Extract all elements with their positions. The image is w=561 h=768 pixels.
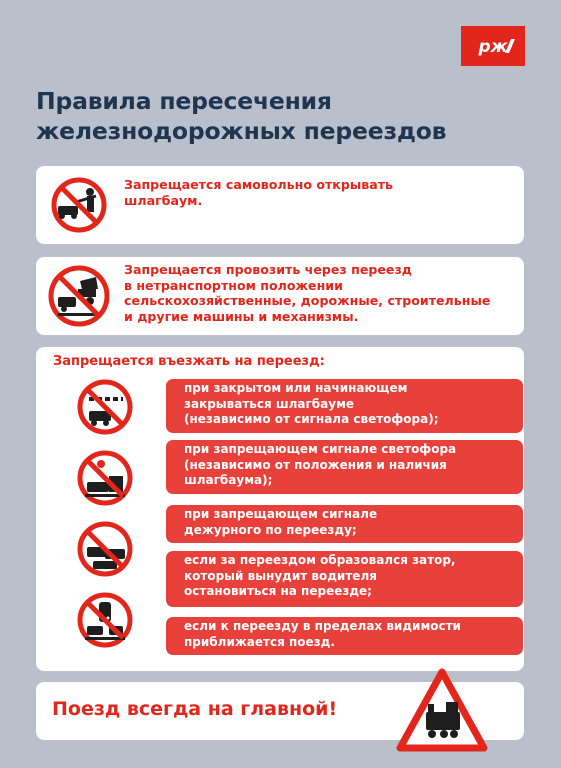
no-entry-attendant-icon: [75, 519, 135, 583]
no-entry-item-attendant: [166, 505, 523, 543]
item-line: при запрещающем сигнале светофора: [184, 442, 457, 456]
item-line: если за переездом образовался затор,: [184, 553, 456, 567]
item-line: при закрытом или начинающем: [184, 381, 408, 395]
no-entry-item-traffic-jam: [166, 551, 523, 607]
rule-card-machinery: [36, 257, 524, 335]
slogan-text: Поезд всегда на главной!: [52, 698, 338, 720]
rule-2-line: в нетранспортном положении: [124, 277, 343, 293]
title-line-1: Правила пересечения: [36, 87, 332, 115]
item-line: приближается поезд.: [184, 634, 335, 649]
no-machinery-icon: [46, 263, 112, 333]
no-opening-barrier-icon: [50, 176, 108, 238]
no-entry-closed-barrier-icon: [75, 377, 135, 441]
rule-2-line: Запрещается провозить через переезд: [124, 262, 412, 277]
rule-2-text: [124, 262, 490, 324]
item-line: при запрещающем сигнале: [184, 507, 378, 521]
no-entry-train-approaching-icon: [75, 590, 135, 654]
rule-card-no-entry: [36, 347, 524, 671]
rule-2-line: и другие машины и механизмы.: [124, 308, 359, 324]
item-line: закрываться шлагбауме: [184, 396, 355, 411]
item-line: который вынудит водителя: [184, 568, 377, 583]
rule-1-line: шлагбаум.: [124, 192, 203, 208]
logo-lettering: рж: [478, 37, 508, 57]
no-entry-item-closed-barrier: [166, 379, 523, 433]
no-entry-red-signal-icon: [75, 448, 135, 512]
page-title: [36, 86, 536, 146]
rzd-logo: [461, 26, 525, 66]
no-entry-item-train-approaching: [166, 617, 523, 655]
rule-1-text: [124, 177, 393, 208]
item-line: остановиться на переезде;: [184, 584, 372, 598]
rule-2-line: сельскохозяйственные, дорожные, строительные: [124, 293, 491, 309]
no-entry-item-red-signal: [166, 440, 523, 494]
item-line: шлагбаума);: [184, 473, 273, 487]
item-line: (независимо от положения и наличия: [184, 457, 447, 472]
rule-card-barrier: [36, 166, 524, 244]
item-line: (независимо от сигнала светофора);: [184, 412, 439, 426]
item-line: дежурного по переезду;: [184, 522, 357, 537]
item-line: если к переезду в пределах видимости: [184, 619, 461, 633]
title-line-2: железнодорожных переездов: [36, 117, 447, 145]
rule-1-line: Запрещается самовольно открывать: [124, 177, 393, 192]
no-entry-heading: Запрещается въезжать на переезд:: [53, 354, 325, 369]
unguarded-crossing-warning-icon: [396, 668, 488, 756]
